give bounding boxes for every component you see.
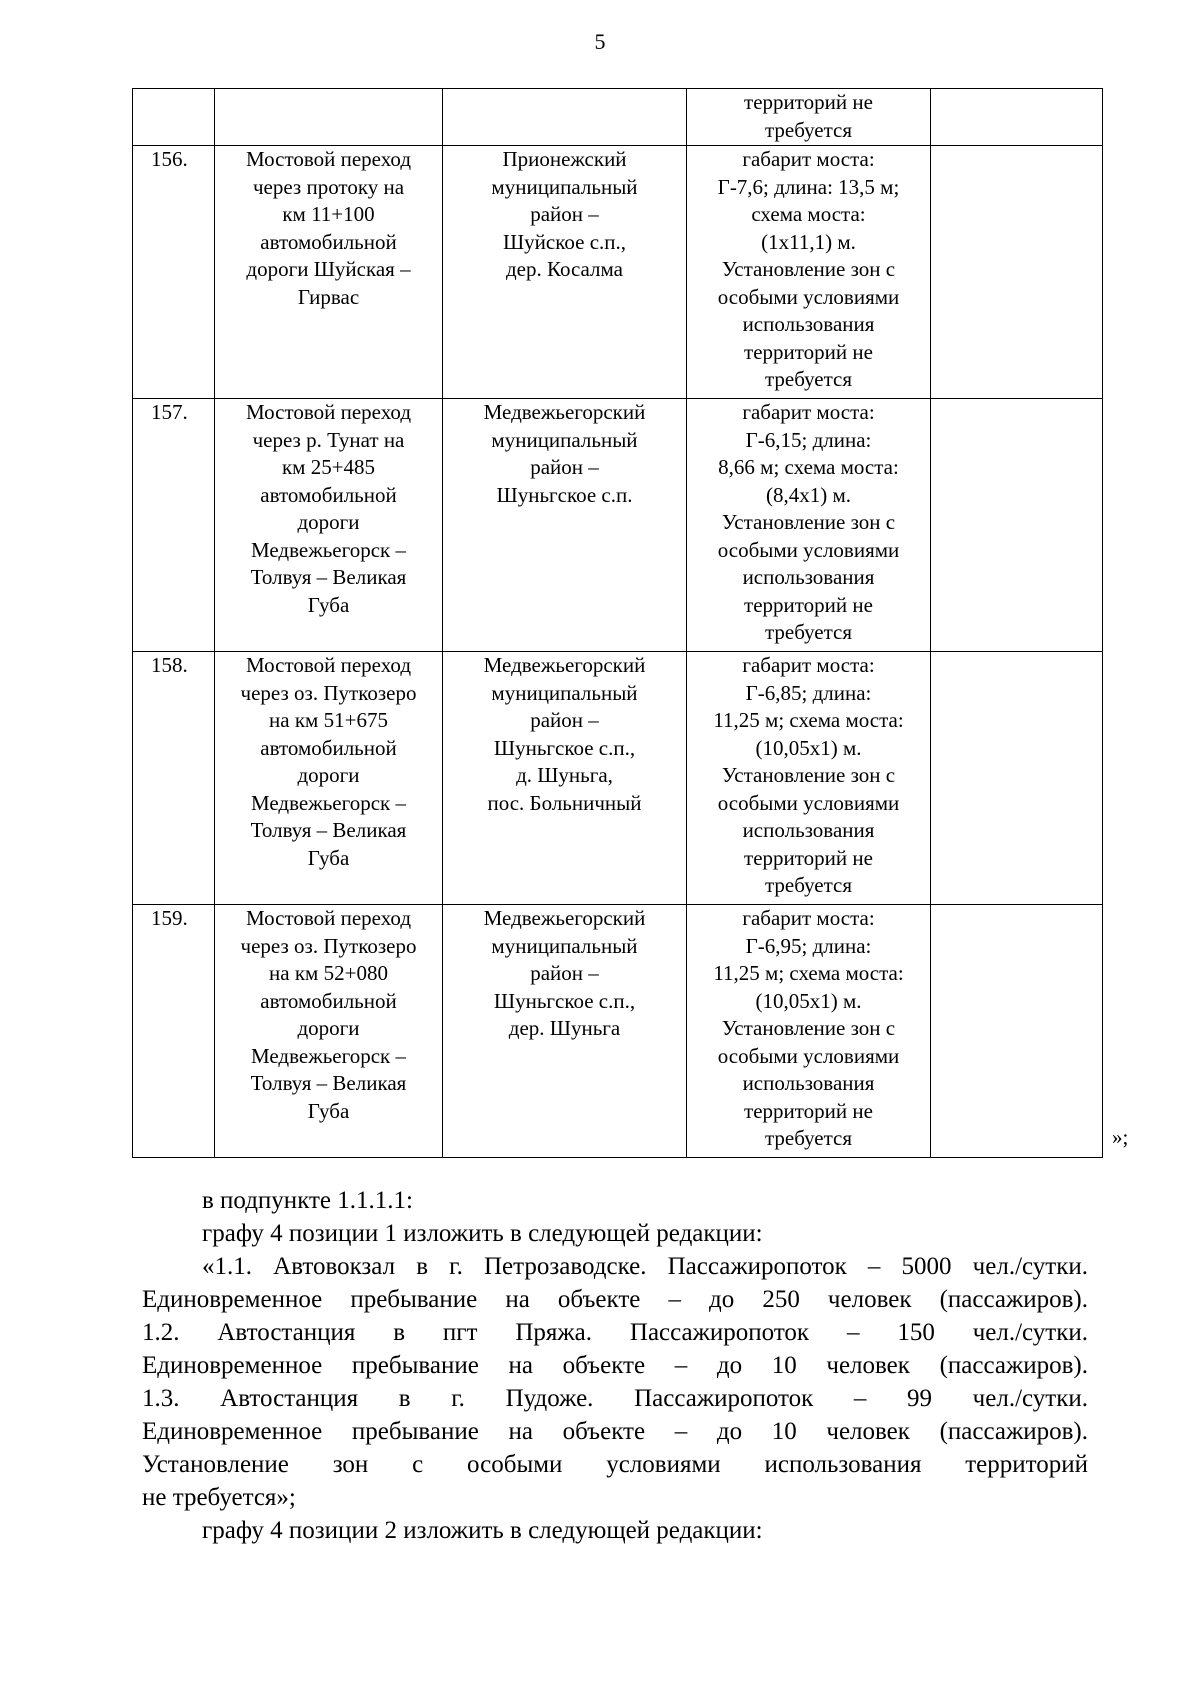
object-characteristics: габарит моста: Г-6,85; длина: 11,25 м; схема моста: (10,05х1) м. Установление зон с особыми условиями использования территорий не требуется — [687, 652, 931, 905]
object-location — [443, 89, 687, 146]
table-row — [133, 399, 1103, 652]
object-name — [215, 89, 443, 146]
amendment-line: «1.1. Автовокзал в г. Петрозаводске. Пассажиропоток – 5000 чел./сутки. — [202, 1253, 1088, 1280]
paragraph-column-4-position-2: графу 4 позиции 2 изложить в следующей редакции: — [202, 1517, 763, 1544]
bridges-table — [132, 88, 1103, 1158]
object-characteristics: габарит моста: Г-6,15; длина: 8,66 м; схема моста: (8,4х1) м. Установление зон с особыми условиями использования территорий не требуется — [687, 399, 931, 652]
amendment-line: не требуется»; — [142, 1484, 296, 1511]
row-number: 159. — [133, 905, 215, 1158]
amendment-line: Единовременное пребывание на объекте – до 10 человек (пассажиров). — [142, 1352, 1088, 1379]
page-number: 5 — [594, 29, 606, 54]
table-row — [133, 146, 1103, 399]
object-characteristics: габарит моста: Г-6,95; длина: 11,25 м; схема моста: (10,05х1) м. Установление зон с особыми условиями использования территорий не требуется — [687, 905, 931, 1158]
object-extra — [931, 905, 1103, 1158]
object-extra — [931, 399, 1103, 652]
row-number: 158. — [133, 652, 215, 905]
object-location: Медвежьегорский муниципальный район – Шуньгское с.п. — [443, 399, 687, 652]
object-extra — [931, 89, 1103, 146]
paragraph-subclause: в подпункте 1.1.1.1: — [202, 1187, 413, 1214]
amendment-line: 1.3. Автостанция в г. Пудоже. Пассажиропоток – 99 чел./сутки. — [142, 1385, 1088, 1412]
paragraph-column-4-position-1: графу 4 позиции 1 изложить в следующей редакции: — [202, 1220, 763, 1247]
object-location: Прионежский муниципальный район – Шуйское с.п., дер. Косалма — [443, 146, 687, 399]
amendment-line: Единовременное пребывание на объекте – до 250 человек (пассажиров). — [142, 1286, 1088, 1313]
object-name: Мостовой переход через р. Тунат на км 25+485 автомобильной дороги Медвежьегорск – Толвуя – Великая Губа — [215, 399, 443, 652]
amendment-line: Установление зон с особыми условиями использования территорий — [142, 1451, 1088, 1478]
object-name: Мостовой переход через оз. Путкозеро на км 51+675 автомобильной дороги Медвежьегорск – Толвуя – Великая Губа — [215, 652, 443, 905]
object-name: Мостовой переход через оз. Путкозеро на км 52+080 автомобильной дороги Медвежьегорск – Толвуя – Великая Губа — [215, 905, 443, 1158]
object-extra — [931, 652, 1103, 905]
amendment-line: Единовременное пребывание на объекте – до 10 человек (пассажиров). — [142, 1418, 1088, 1445]
amendment-line: 1.2. Автостанция в пгт Пряжа. Пассажиропоток – 150 чел./сутки. — [142, 1319, 1088, 1346]
closing-quote-mark: »; — [1112, 1125, 1129, 1149]
row-number: 157. — [133, 399, 215, 652]
row-number — [133, 89, 215, 146]
amendment-text — [142, 1184, 1088, 1547]
object-extra — [931, 146, 1103, 399]
object-characteristics: территорий не требуется — [687, 89, 931, 146]
object-characteristics: габарит моста: Г-7,6; длина: 13,5 м; схема моста: (1х11,1) м. Установление зон с особыми условиями использования территорий не требуется — [687, 146, 931, 399]
table-row — [133, 905, 1103, 1158]
object-location: Медвежьегорский муниципальный район – Шуньгское с.п., дер. Шуньга — [443, 905, 687, 1158]
object-location: Медвежьегорский муниципальный район – Шуньгское с.п., д. Шуньга, пос. Больничный — [443, 652, 687, 905]
object-name: Мостовой переход через протоку на км 11+100 автомобильной дороги Шуйская – Гирвас — [215, 146, 443, 399]
table-row — [133, 89, 1103, 146]
row-number: 156. — [133, 146, 215, 399]
table-row — [133, 652, 1103, 905]
